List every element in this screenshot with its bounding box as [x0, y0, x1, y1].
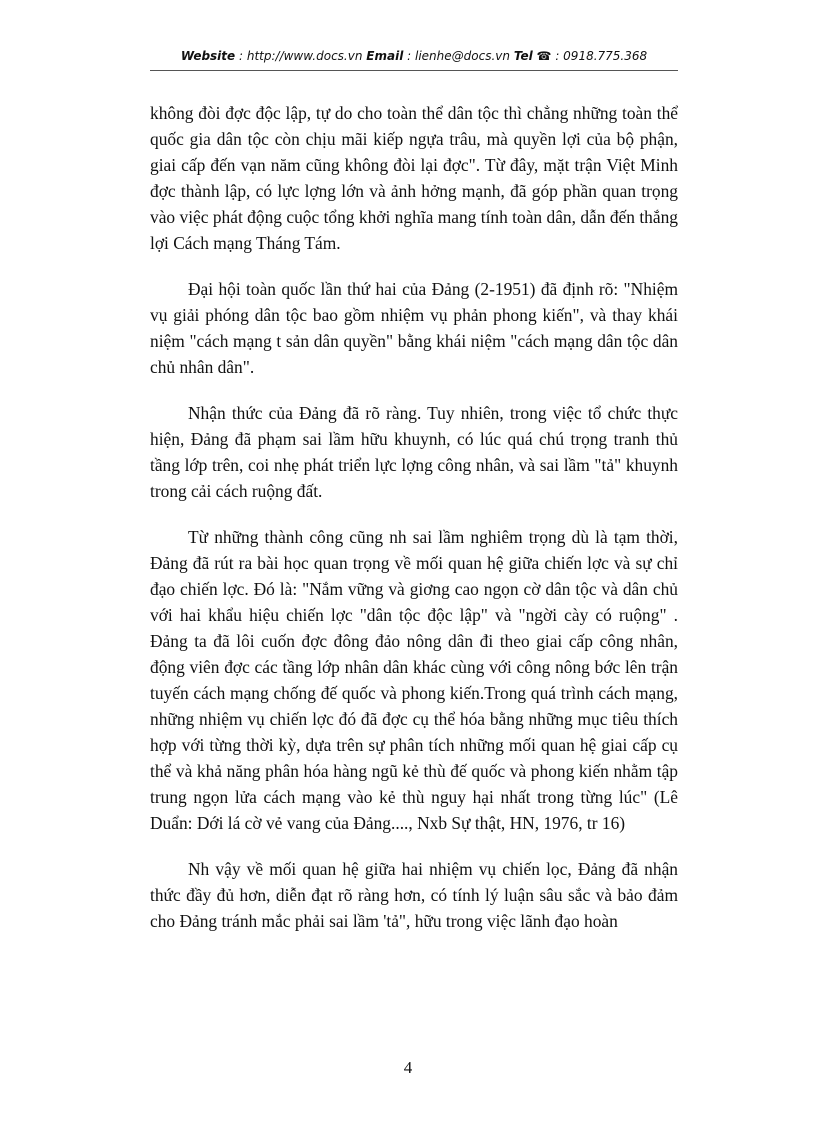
paragraph-3: Nhận thức của Đảng đã rõ ràng. Tuy nhiên, trong việc tổ chức thực hiện, Đảng đã phạm sai lầm hữu khuynh, có lúc quá chú trọng tranh thủ tầng lớp trên, coi nhẹ phát triển lực lợng công nhân, và sai lầm "tả" khuynh trong cải cách ruộng đất.: [150, 403, 678, 501]
paragraph-2: Đại hội toàn quốc lần thứ hai của Đảng (2-1951) đã định rõ: "Nhiệm vụ giải phóng dân tộc bao gồm nhiệm vụ phản phong kiến", và thay khái niệm "cách mạng t sản dân quyền" bằng khái niệm "cách mạng dân tộc dân chủ nhân dân".: [150, 279, 678, 377]
paragraph-4: Từ những thành công cũng nh sai lầm nghiêm trọng dù là tạm thời, Đảng đã rút ra bài học quan trọng về mối quan hệ giữa chiến lợc và sự chỉ đạo chiến lợc. Đó là: "Nắm vững và giơng cao ngọn cờ dân tộc và dân chủ với hai khẩu hiệu chiến lợc "dân tộc độc lập" và "ngời cày có ruộng" . Đảng ta đã lôi cuốn đợc đông đảo nông dân đi theo giai cấp công nhân, động viên đợc các tầng lớp nhân dân khác cùng với công nông bớc lên trận tuyến cách mạng chống đế quốc và phong kiến.Trong quá trình cách mạng, những nhiệm vụ chiến lợc đó đã đợc cụ thể hóa bằng những mục tiêu thích hợp với từng thời kỳ, dựa trên sự phân tích những mối quan hệ giai cấp cụ thể và khả năng phân hóa hàng ngũ kẻ thù đế quốc và phong kiến nhằm tập trung ngọn lửa cách mạng vào kẻ thù nguy hại nhất trong từng lúc" (Lê Duẩn: Dới lá cờ vẻ vang của Đảng...., Nxb Sự thật, HN, 1976, tr 16): [150, 527, 678, 833]
paragraph-5: Nh vậy về mối quan hệ giữa hai nhiệm vụ chiến lọc, Đảng đã nhận thức đầy đủ hơn, diễn đạt rõ ràng hơn, có tính lý luận sâu sắc và bảo đảm cho Đảng tránh mắc phải sai lầm 'tả", hữu trong việc lãnh đạo hoàn: [150, 859, 678, 931]
website-label: Website: [180, 49, 236, 63]
email-value[interactable]: : lienhe@docs.vn: [407, 49, 510, 63]
page-number: 4: [403, 1058, 413, 1077]
page-header: [150, 49, 678, 63]
document-body: [150, 100, 678, 954]
header-divider: [150, 70, 678, 71]
email-label: Email: [366, 49, 404, 63]
paragraph-1: không đòi đợc độc lập, tự do cho toàn thể dân tộc thì chẳng những toàn thể quốc gia dân tộc còn chịu mãi kiếp ngựa trâu, mà quyền lợi của bộ phận, giai cấp đến vạn năm cũng không đòi lại đợc". Từ đây, mặt trận Việt Minh đợc thành lập, có lực lợng lớn và ảnh hởng mạnh, đã góp phần quan trọng vào việc phát động cuộc tổng khởi nghĩa mang tính toàn dân, dẫn đến thắng lợi Cách mạng Tháng Tám.: [150, 103, 678, 253]
website-value[interactable]: : http://www.docs.vn: [239, 49, 363, 63]
tel-value: : 0918.775.368: [555, 49, 648, 63]
tel-label: Tel: [513, 49, 533, 63]
telephone-icon: ☎: [536, 49, 552, 63]
